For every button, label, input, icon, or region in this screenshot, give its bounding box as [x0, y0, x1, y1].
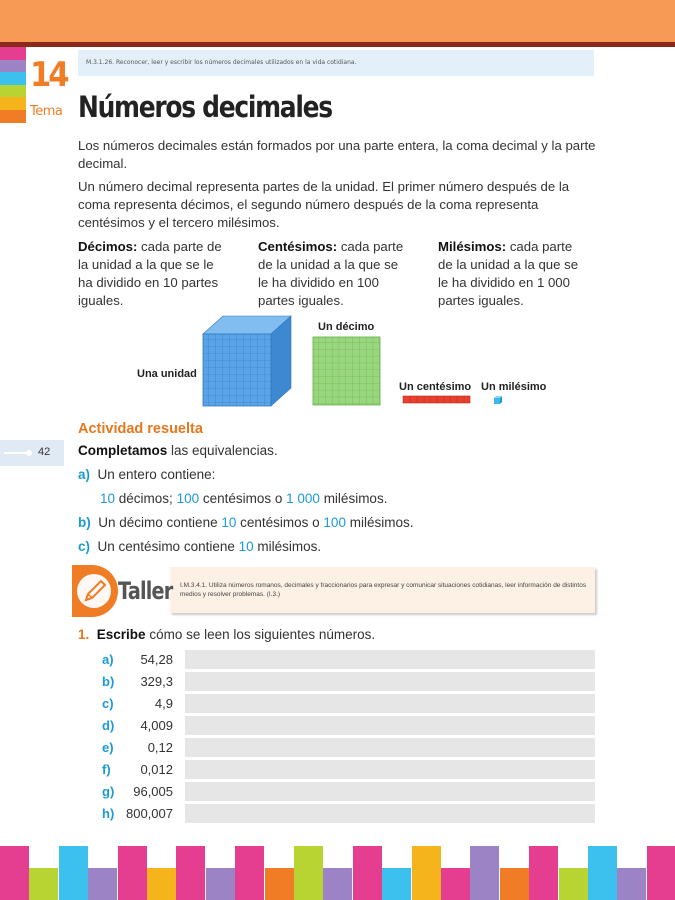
skill-banner: [78, 50, 594, 76]
activity-intro: [78, 443, 278, 458]
top-banner: [0, 0, 675, 42]
activity-item-a-answer: [100, 491, 387, 506]
footer-stripe: [412, 846, 441, 900]
footer-stripe: [29, 868, 58, 900]
item-text: Un entero contiene:: [97, 467, 216, 482]
exercise-bold: Escribe: [96, 627, 146, 642]
row-number: 4,9: [154, 696, 173, 711]
definition-text: cada parte de la unidad a la que se le ha dividido en 1 000 partes iguales.: [438, 239, 579, 308]
answer-number: 100: [323, 515, 346, 530]
row-label: e): [102, 740, 114, 755]
row-number: 96,005: [133, 784, 173, 799]
exercise-row: [100, 716, 595, 735]
skill-text: M.3.1.26. Reconocer, leer y escribir los números decimales utilizados en la vida cotidiana.: [86, 59, 357, 66]
answer-field[interactable]: [185, 694, 595, 713]
row-label: d): [102, 718, 115, 733]
definition-milesimos: [438, 238, 590, 310]
answer-field[interactable]: [185, 760, 595, 779]
answer-field[interactable]: [185, 738, 595, 757]
taller-title: Taller: [118, 577, 173, 605]
definition-centesimos: [258, 238, 410, 310]
exercise-row: [100, 760, 595, 779]
milesimo-label: Un milésimo: [481, 381, 547, 393]
exercise-number: 1.: [78, 627, 90, 642]
footer-stripe: [470, 846, 499, 900]
footer-stripe: [147, 868, 176, 900]
row-label: f): [102, 762, 111, 777]
activity-item-c: [78, 539, 321, 554]
footer-stripe: [500, 868, 529, 900]
answer-text: milésimos.: [253, 539, 322, 554]
row-number: 54,28: [140, 652, 173, 667]
definition-decimos: [78, 238, 230, 310]
taller-skill-text: I.M.3.4.1. Utiliza números romanos, decimales y fraccionarios para expresar y comunicar situaciones cotidianas, leer información de distintos medios y resolver problemas. (I.3.): [180, 582, 587, 598]
definition-term: Centésimos:: [258, 239, 338, 254]
answer-number: 1 000: [286, 491, 320, 506]
centesimo-label: Un centésimo: [399, 381, 472, 393]
tema-number: 14: [30, 55, 67, 95]
top-banner-line: [0, 42, 675, 47]
item-letter: c): [78, 539, 91, 554]
row-number: 4,009: [140, 718, 173, 733]
taller-banner: [70, 565, 595, 617]
exercise-row: [100, 694, 595, 713]
definition-text: cada parte de la unidad a la que se le ha dividido en 10 partes iguales.: [78, 239, 222, 308]
item-letter: b): [78, 515, 91, 530]
row-number: 329,3: [140, 674, 173, 689]
answer-number: 10: [100, 491, 116, 506]
unidad-label: Una unidad: [137, 368, 197, 380]
activity-item-b: [78, 515, 413, 530]
footer-stripe: [59, 846, 88, 900]
answer-text: milésimos.: [319, 491, 388, 506]
footer-stripe: [382, 868, 411, 900]
row-label: a): [102, 652, 114, 667]
exercise-row: [100, 782, 595, 801]
footer-stripe: [118, 846, 147, 900]
row-number: 800,007: [126, 806, 173, 821]
exercise-row: [100, 738, 595, 757]
footer-stripe: [559, 868, 588, 900]
definition-term: Décimos:: [78, 239, 138, 254]
footer-stripe: [617, 868, 646, 900]
answer-number: 100: [176, 491, 200, 506]
exercise-row: [100, 650, 595, 669]
footer-stripe: [353, 846, 382, 900]
page-tab-line: [4, 452, 28, 454]
row-label: g): [102, 784, 115, 799]
answer-number: 10: [221, 515, 237, 530]
footer-stripe: [88, 868, 117, 900]
footer-stripe: [529, 846, 558, 900]
row-number: 0,012: [140, 762, 173, 777]
footer-stripe: [0, 846, 29, 900]
footer-stripe: [294, 846, 323, 900]
exercise-row: [100, 804, 595, 823]
footer-stripe: [647, 846, 675, 900]
activity-item-a: [78, 467, 215, 482]
exercise-instruction: [78, 627, 375, 642]
pencil-icon: [72, 565, 118, 617]
unit-cube-illustration: [195, 312, 305, 408]
page-tab-dot: [26, 450, 32, 456]
definition-text: cada parte de la unidad a la que se le ha dividido en 100 partes iguales.: [258, 239, 404, 308]
row-label: h): [102, 806, 115, 821]
milesimo-cube-illustration: [492, 394, 504, 406]
page-number-tab: [0, 440, 64, 466]
activity-intro-bold: Completamos: [78, 443, 168, 458]
answer-text: centésimos o: [199, 491, 287, 506]
side-color-stripes: [0, 47, 26, 123]
intro-paragraph-1: Los números decimales están formados por una parte entera, la coma decimal y la parte decimal.: [78, 138, 596, 171]
answer-text: décimos;: [115, 491, 177, 506]
decimo-square-illustration: [312, 336, 382, 406]
item-letter: a): [78, 467, 91, 482]
exercise-row: [100, 672, 595, 691]
exercise-rest: cómo se leen los siguientes números.: [145, 627, 376, 642]
footer-stripe: [265, 868, 294, 900]
page-title: Números decimales: [78, 90, 332, 124]
answer-field[interactable]: [185, 804, 595, 823]
answer-field[interactable]: [185, 716, 595, 735]
footer-stripe: [176, 846, 205, 900]
footer-stripe: [323, 868, 352, 900]
definition-term: Milésimos:: [438, 239, 507, 254]
activity-heading: Actividad resuelta: [78, 421, 203, 437]
footer-color-stripes: [0, 846, 675, 900]
activity-intro-rest: las equivalencias.: [167, 443, 278, 458]
row-number: 0,12: [147, 740, 173, 755]
footer-stripe: [441, 868, 470, 900]
answer-text: centésimos o: [236, 515, 324, 530]
answer-number: 10: [238, 539, 254, 554]
decimo-label: Un décimo: [318, 321, 375, 333]
row-label: c): [102, 696, 114, 711]
answer-text: Un centésimo contiene: [97, 539, 239, 554]
footer-stripe: [206, 868, 235, 900]
answer-field[interactable]: [185, 672, 595, 691]
page-number: 42: [38, 446, 51, 458]
footer-stripe: [235, 846, 264, 900]
tema-label: Tema: [30, 104, 63, 119]
answer-text: Un décimo contiene: [98, 515, 222, 530]
answer-field[interactable]: [185, 650, 595, 669]
answer-field[interactable]: [185, 782, 595, 801]
centesimo-bar-illustration: [402, 394, 472, 406]
intro-paragraph-2: Un número decimal representa partes de la unidad. El primer número después de la coma representa décimos, el segundo número después de la coma representa centésimos y el tercero milésimos.: [78, 179, 570, 230]
row-label: b): [102, 674, 115, 689]
answer-text: milésimos.: [345, 515, 414, 530]
footer-stripe: [588, 846, 617, 900]
